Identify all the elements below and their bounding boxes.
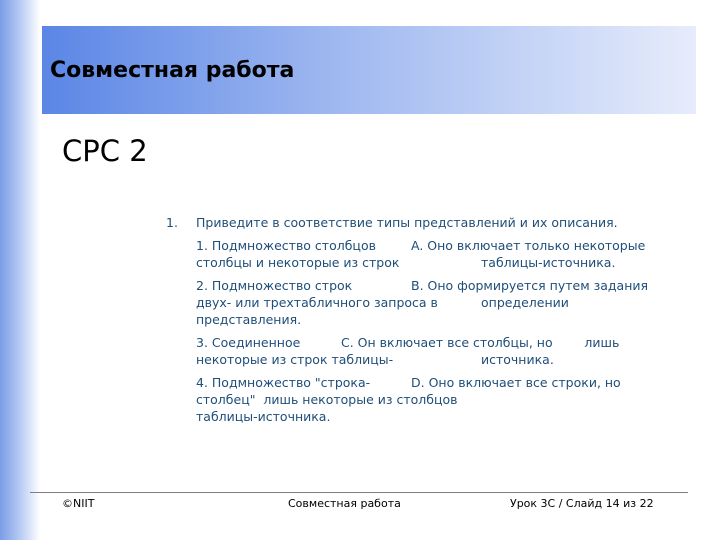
item-text: C. Он включает все столбцы, но лишь (341, 335, 620, 350)
item-text: D. Оно включает все строки, но (411, 375, 621, 390)
item-text: таблицы-источника. (481, 255, 616, 270)
item-text: определении (481, 295, 569, 310)
item-text: двух- или трехтабличного запроса в (196, 295, 438, 310)
item-text: столбец" лишь некоторые из столбцов (196, 392, 458, 407)
item-text: 1. Подмножество столбцов (196, 238, 376, 253)
item-text: 4. Подмножество "строка- (196, 375, 371, 390)
item-text: B. Оно формируется путем задания (411, 278, 649, 293)
item-text: некоторые из строк таблицы- (196, 352, 394, 367)
footer-divider (30, 492, 688, 493)
question-text: Приведите в соответствие типы представлений и их описания. (196, 215, 618, 230)
footer-title: Совместная работа (288, 497, 401, 510)
match-items (196, 237, 686, 425)
item-text: 3. Соединенное (196, 335, 301, 350)
slide-title: Совместная работа (50, 58, 295, 83)
match-item-2 (196, 277, 686, 328)
match-item-3 (196, 334, 686, 368)
question-number: 1. (166, 215, 178, 230)
item-text: столбцы и некоторые из строк (196, 255, 400, 270)
match-item-4 (196, 374, 686, 425)
item-text: 2. Подмножество строк (196, 278, 353, 293)
item-text: A. Оно включает только некоторые (411, 238, 646, 253)
item-text (481, 391, 686, 408)
left-decorative-bar (0, 0, 40, 540)
item-text: представления. (196, 312, 302, 327)
slide-content (166, 214, 686, 431)
item-text (411, 311, 686, 328)
item-text: источника. (481, 352, 554, 367)
slide-subtitle: СРС 2 (62, 134, 148, 168)
footer-slide-number: Урок 3C / Слайд 14 из 22 (510, 497, 654, 510)
footer-copyright: ©NIIT (62, 497, 95, 510)
item-text: таблицы-источника. (196, 409, 331, 424)
question (166, 214, 686, 231)
match-item-1 (196, 237, 686, 271)
item-text (411, 408, 686, 425)
